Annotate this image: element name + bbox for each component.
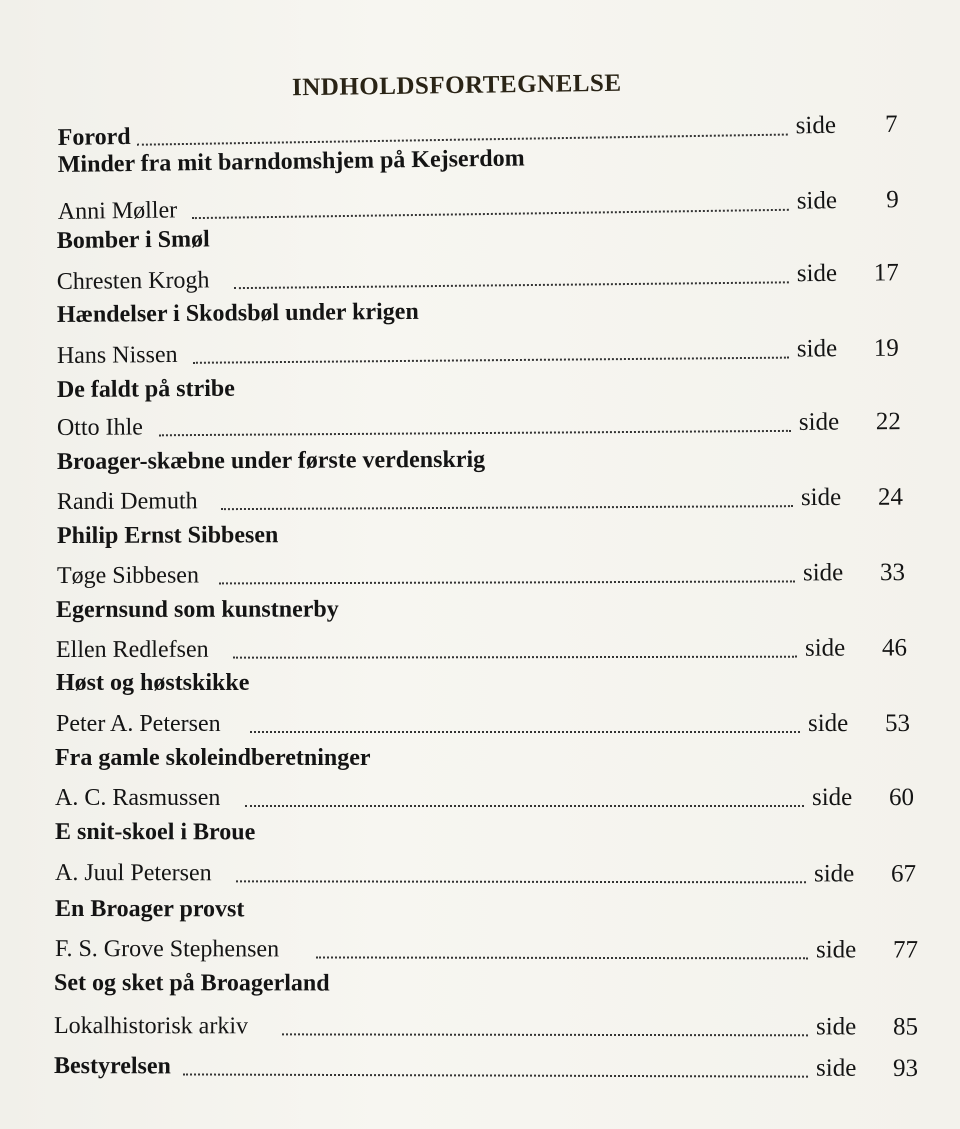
- toc-line: [57, 257, 901, 296]
- page-reference: [814, 860, 916, 888]
- side-label: side: [795, 111, 837, 140]
- page-reference: [795, 111, 897, 141]
- side-label: side: [800, 483, 842, 512]
- dot-leader: [316, 956, 808, 959]
- author-name: A. C. Rasmussen: [55, 785, 221, 811]
- toc-line: [54, 1010, 920, 1042]
- side-label: side: [804, 634, 846, 662]
- author-name: Peter A. Petersen: [56, 711, 221, 737]
- article-title: Høst og høstskikke: [56, 670, 250, 696]
- dot-leader: [234, 281, 789, 289]
- dot-leader: [233, 656, 797, 659]
- dot-leader: [245, 805, 804, 807]
- page-number: 77: [893, 936, 919, 964]
- toc-line: [56, 633, 909, 664]
- section-title: Bestyrelsen: [54, 1053, 171, 1080]
- page-number: 85: [893, 1013, 919, 1041]
- side-label: side: [796, 335, 838, 363]
- author-name: F. S. Grove Stephensen: [55, 936, 280, 963]
- page-number: 7: [884, 110, 898, 139]
- side-label: side: [808, 710, 849, 737]
- dot-leader: [159, 430, 791, 436]
- page-number: 9: [886, 186, 899, 214]
- page-number: 53: [885, 710, 910, 737]
- page-reference: [803, 559, 905, 587]
- toc-line: [55, 782, 916, 812]
- dot-leader: [219, 580, 795, 584]
- page-number: 33: [879, 559, 905, 587]
- side-label: side: [816, 1013, 857, 1041]
- side-label: side: [796, 187, 838, 215]
- article-title: Minder fra mit barndomshjem på Kejserdom: [57, 145, 525, 179]
- article-title: En Broager provst: [55, 896, 245, 923]
- author-name: Ellen Redlefsen: [55, 636, 209, 663]
- side-label: side: [816, 936, 857, 964]
- dot-leader: [250, 731, 800, 733]
- page-reference: [805, 635, 907, 663]
- side-label: side: [798, 408, 840, 436]
- page-number: 67: [891, 860, 917, 888]
- page-reference: [797, 259, 899, 288]
- author-name: Tøge Sibbesen: [56, 562, 199, 589]
- article-title: Bomber i Smøl: [56, 226, 210, 255]
- page-reference: [812, 784, 914, 812]
- section-title: Forord: [57, 123, 131, 152]
- author-name: Anni Møller: [57, 197, 178, 226]
- toc-line: [57, 333, 901, 370]
- dot-leader: [221, 505, 793, 510]
- side-label: side: [796, 259, 838, 288]
- side-label: side: [815, 1054, 857, 1082]
- toc-title: INDHOLDSFORTEGNELSE: [291, 69, 622, 102]
- page-reference: [799, 408, 901, 437]
- toc-line: [57, 406, 903, 442]
- article-title: Set og sket på Broagerland: [54, 970, 330, 997]
- dot-leader: [192, 209, 789, 219]
- toc-line: [57, 557, 907, 590]
- page-reference: [797, 335, 899, 364]
- page-reference: [816, 936, 918, 964]
- side-label: side: [814, 860, 855, 888]
- author-name: Chresten Krogh: [56, 267, 210, 296]
- side-label: side: [802, 559, 844, 587]
- page-number: 93: [892, 1054, 919, 1083]
- author-name: Randi Demuth: [56, 488, 198, 515]
- page-number: 22: [875, 408, 901, 436]
- page-number: 46: [881, 634, 907, 662]
- article-title: Philip Ernst Sibbesen: [56, 522, 279, 549]
- page-reference: [797, 186, 899, 215]
- side-label: side: [812, 784, 853, 811]
- author-name: A. Juul Petersen: [55, 860, 212, 887]
- toc-line: [56, 708, 912, 738]
- dot-leader: [193, 357, 789, 364]
- toc-line: [54, 1050, 920, 1083]
- author-name: Hans Nissen: [56, 341, 178, 370]
- toc-line: [55, 933, 920, 965]
- page-reference: [816, 1013, 918, 1041]
- article-title: Egernsund som kunstnerby: [55, 596, 339, 623]
- page-reference: [808, 710, 910, 738]
- author-name: Otto Ihle: [56, 414, 143, 442]
- dot-leader: [282, 1033, 808, 1036]
- article-title: Hændelser i Skodsbøl under krigen: [56, 298, 419, 329]
- page-number: 24: [877, 483, 903, 511]
- page-number: 17: [873, 259, 899, 287]
- page-number: 19: [873, 334, 899, 362]
- page-reference: [801, 484, 903, 513]
- page-reference: [816, 1055, 918, 1083]
- dot-leader: [137, 134, 788, 146]
- article-title: E snit-skoel i Broue: [55, 819, 256, 846]
- toc-line: [58, 184, 901, 226]
- article-title: Broager-skæbne under første verdenskrig: [56, 446, 486, 475]
- article-title: Fra gamle skoleindberetninger: [55, 745, 371, 771]
- toc-line: [55, 857, 918, 889]
- dot-leader: [236, 880, 806, 883]
- dot-leader: [183, 1073, 808, 1077]
- author-name: Lokalhistorisk arkiv: [54, 1013, 249, 1040]
- toc-line: [57, 482, 905, 516]
- page-number: 60: [889, 784, 914, 811]
- article-title: De faldt på stribe: [56, 375, 235, 404]
